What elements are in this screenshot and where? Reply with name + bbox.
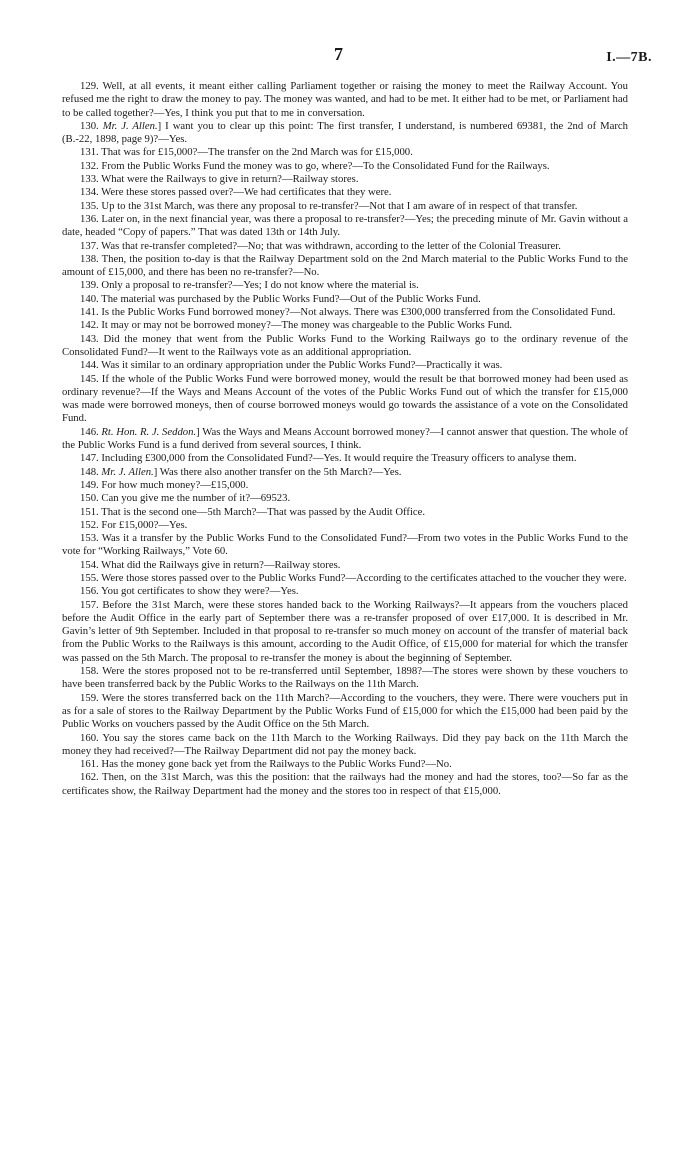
question-paragraph	[62, 240, 628, 253]
question-paragraph	[62, 279, 628, 292]
question-text: You got certificates to show they were?—Yes.	[98, 585, 299, 598]
question-text: Then, on the 31st March, was this the position: that the railways had the money and had the stores, too?—So far as the certificates show, the Railway Department had the money and the stores too in respect of that £15,000.	[62, 771, 628, 797]
question-paragraph	[62, 771, 628, 798]
question-number: 132.	[80, 159, 99, 172]
question-paragraph	[62, 359, 628, 372]
question-text: Including £300,000 from the Consolidated Fund?—Yes. It would require the Treasury officers to analyse them.	[98, 452, 577, 465]
question-number: 130.	[80, 119, 99, 132]
question-paragraph	[62, 426, 628, 453]
question-number: 155.	[80, 571, 99, 584]
question-number: 151.	[80, 505, 99, 518]
question-text: For how much money?—£15,000.	[98, 478, 249, 491]
document-reference: I.—7B.	[606, 50, 652, 65]
question-paragraph	[62, 213, 628, 240]
question-paragraph	[62, 585, 628, 598]
question-text: Has the money gone back yet from the Railways to the Public Works Fund?—No.	[98, 758, 452, 771]
question-number: 133.	[80, 173, 99, 186]
question-text: You say the stores came back on the 11th March to the Working Railways. Did they pay back on the 11th March the money they had received?—The Railway Department did not pay the money back.	[62, 731, 628, 757]
question-paragraph	[62, 173, 628, 186]
question-number: 157.	[80, 598, 99, 611]
question-text: For £15,000?—Yes.	[98, 518, 188, 531]
question-text: Only a proposal to re-transfer?—Yes; I do not know where the material is.	[98, 279, 419, 292]
question-text: Is the Public Works Fund borrowed money?—Not always. There was £300,000 transferred from the Consolidated Fund.	[98, 306, 616, 319]
question-number: 159.	[80, 691, 99, 704]
question-paragraph	[62, 120, 628, 147]
question-paragraph	[62, 200, 628, 213]
question-paragraph	[62, 559, 628, 572]
question-number: 142.	[80, 319, 99, 332]
question-number: 152.	[80, 518, 99, 531]
question-text: Was it similar to an ordinary appropriation under the Public Works Fund?—Practically it was.	[98, 359, 503, 372]
page-number: 7	[334, 44, 343, 64]
question-text: If the whole of the Public Works Fund were borrowed money, would the result be that borrowed money had been used as ordinary revenue?—If the Ways and Means Account of the votes of the Public Works Fund out of which the transfer for £15,000 was made were borrowed moneys, then of course borrowed moneys would go towards the assistance of a vote on the Consolidated Fund.	[62, 372, 628, 425]
question-paragraph	[62, 532, 628, 559]
question-paragraph	[62, 479, 628, 492]
question-paragraph	[62, 572, 628, 585]
evidence-text	[62, 80, 628, 798]
question-number: 153.	[80, 532, 99, 545]
question-number: 158.	[80, 665, 99, 678]
question-number: 138.	[80, 252, 99, 265]
question-paragraph	[62, 599, 628, 665]
question-number: 148.	[80, 465, 99, 478]
question-number: 154.	[80, 558, 99, 571]
question-number: 140.	[80, 292, 99, 305]
question-paragraph	[62, 306, 628, 319]
question-text: Later on, in the next financial year, was there a proposal to re-transfer?—Yes; the preceding minute of Mr. Gavin without a date, headed “Copy of papers.” That was dated 13th or 14th July.	[62, 212, 628, 239]
question-paragraph	[62, 160, 628, 173]
question-number: 147.	[80, 452, 99, 465]
question-number: 137.	[80, 239, 99, 252]
question-number: 145.	[80, 372, 99, 385]
question-text: Were the stores proposed not to be re-transferred until September, 1898?—The stores were shown by these vouchers to have been transferred back by the Public Works to the Railways on the 11th March.	[62, 665, 628, 691]
question-text: Was that re-transfer completed?—No; that was withdrawn, according to the letter of the Colonial Treasurer.	[98, 239, 561, 252]
question-number: 134.	[80, 186, 99, 199]
question-text: Well, at all events, it meant either calling Parliament together or raising the money to meet the Railway Account. You refused me the right to draw the money to pay. The money was wanted, and had to be met. It either had to be met, or Parliament had to be called together?—Yes, I think you put that to me in conversation.	[62, 80, 628, 119]
question-text: From the Public Works Fund the money was to go, where?—To the Consolidated Fund for the Railways.	[98, 159, 550, 172]
question-paragraph	[62, 519, 628, 532]
question-paragraph	[62, 492, 628, 505]
question-text: That was for £15,000?—The transfer on the 2nd March was for £15,000.	[98, 146, 413, 159]
question-paragraph	[62, 319, 628, 332]
question-number: 149.	[80, 478, 99, 491]
question-text: It may or may not be borrowed money?—The money was chargeable to the Public Works Fund.	[98, 319, 513, 332]
question-text: Were these stores passed over?—We had certificates that they were.	[98, 186, 392, 199]
question-text: The material was purchased by the Public Works Fund?—Out of the Public Works Fund.	[98, 292, 481, 305]
question-paragraph	[62, 506, 628, 519]
question-text: Were those stores passed over to the Public Works Fund?—According to the certificates attached to the voucher they were.	[98, 571, 627, 584]
question-paragraph	[62, 665, 628, 692]
question-number: 144.	[80, 359, 99, 372]
question-paragraph	[62, 186, 628, 199]
question-text: Up to the 31st March, was there any proposal to re-transfer?—Not that I am aware of in respect of that transfer.	[98, 199, 578, 212]
question-text: Was it a transfer by the Public Works Fund to the Consolidated Fund?—From two votes in the Public Works Fund to the vote for “Working Railways,” Vote 60.	[62, 532, 628, 558]
question-number: 139.	[80, 279, 99, 292]
question-text: Rt. Hon. R. J. Seddon.] Was the Ways and Means Account borrowed money?—I cannot answer that question. The whole of the Public Works Fund is a fund derived from several sources, I think.	[62, 425, 629, 452]
question-number: 162.	[80, 771, 99, 784]
question-text: Did the money that went from the Public Works Fund to the Working Railways go to the ordinary revenue of the Consolidated Fund?—It went to the Railways vote as an additional appropriation.	[62, 332, 628, 358]
question-paragraph	[62, 758, 628, 771]
question-number: 150.	[80, 492, 99, 505]
question-text: What were the Railways to give in return?—Railway stores.	[98, 173, 359, 186]
question-paragraph	[62, 692, 628, 732]
question-paragraph	[62, 146, 628, 159]
question-text: That is the second one—5th March?—That was passed by the Audit Office.	[98, 505, 426, 518]
question-paragraph	[62, 80, 628, 120]
question-number: 146.	[80, 425, 99, 438]
question-text: Before the 31st March, were these stores handed back to the Working Railways?—It appears from the vouchers placed before the Audit Office in the early part of September there was a re-transfer proposed of over £17,000. It is described in Mr. Gavin’s letter of 9th September. Included in that proposal to re-transfer so much money on account of the transfer of material back from the Public Works to the Railways is this amount, according to the Audit Office, of £15,000 for material for which the transfer was passed on the 5th March. The proposal to re-transfer the money is about the beginning of September.	[62, 598, 628, 664]
question-number: 141.	[80, 306, 99, 319]
question-number: 135.	[80, 199, 99, 212]
question-number: 136.	[80, 212, 99, 225]
question-text: Can you give me the number of it?—69523.	[98, 492, 291, 505]
question-paragraph	[62, 293, 628, 306]
question-paragraph	[62, 253, 628, 280]
question-number: 160.	[80, 731, 99, 744]
question-paragraph	[62, 373, 628, 426]
question-text: What did the Railways give in return?—Railway stores.	[98, 558, 341, 571]
question-text: Then, the position to-day is that the Railway Department sold on the 2nd March material to the Public Works Fund to the amount of £15,000, and there has been no re-transfer?—No.	[62, 252, 628, 279]
question-paragraph	[62, 466, 628, 479]
question-text: Mr. J. Allen.] Was there also another transfer on the 5th March?—Yes.	[101, 465, 402, 478]
question-number: 131.	[80, 146, 99, 159]
question-paragraph	[62, 452, 628, 465]
question-paragraph	[62, 333, 628, 360]
question-text: Mr. J. Allen.] I want you to clear up this point: The first transfer, I understand, is numbered 69381, the 2nd of March (B.-22, 1898, page 9)?—Yes.	[62, 119, 628, 146]
question-number: 143.	[80, 332, 99, 345]
question-number: 129.	[80, 80, 99, 92]
question-number: 156.	[80, 585, 99, 598]
question-text: Were the stores transferred back on the 11th March?—According to the vouchers, they were. There were vouchers put in as for a sale of stores to the Railway Department by the Public Works Fund of £15,000 for which the £15,000 had been paid by the Public Works on vouchers passed by the Audit Office on the 5th March.	[62, 691, 628, 731]
question-number: 161.	[80, 758, 99, 771]
question-paragraph	[62, 732, 628, 759]
